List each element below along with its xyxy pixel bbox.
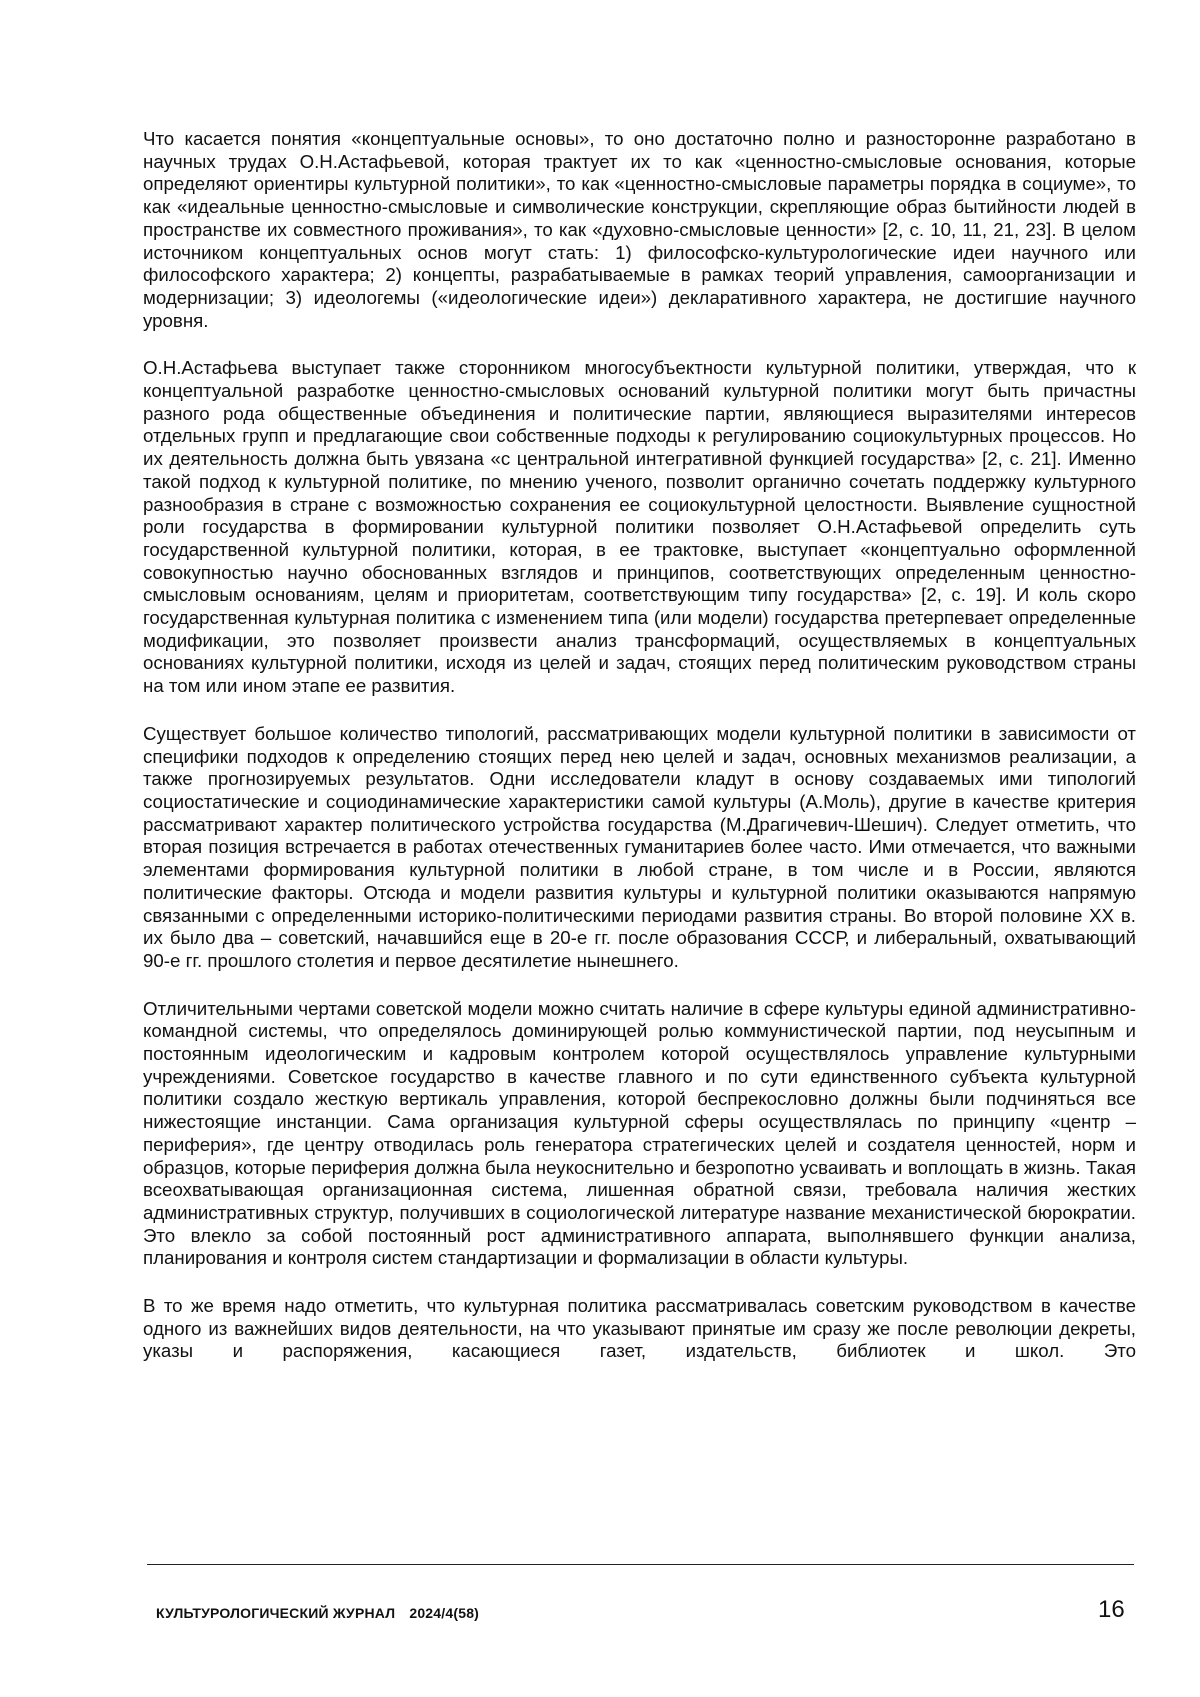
- journal-title: КУЛЬТУРОЛОГИЧЕСКИЙ ЖУРНАЛ: [156, 1605, 396, 1621]
- paragraph-soviet-leadership: В то же время надо отметить, что культурная политика рассматривалась советским руководством в качестве одного из важнейших видов деятельности, на что указывают принятые им сразу же после революции декреты, указы и распоряжения, касающиеся газет, издательств, библиотек и школ. Это: [143, 1295, 1136, 1362]
- paragraph-policy-typologies: Существует большое количество типологий, рассматривающих модели культурной политики в зависимости от специфики подходов к определению стоящих перед нею целей и задач, основных механизмов реализации, а также прогнозируемых результатов. Одни исследователи кладут в основу создаваемых ими типологий социостатические и социодинамические характеристики самой культуры (А.Моль), другие в качестве критерия рассматривают характер политического устройства государства (М.Драгичевич-Шешич). Следует отметить, что вторая позиция встречается в работах отечественных гуманитариев более часто. Ими отмечается, что важными элементами формирования культурной политики в любой стране, в том числе и в России, являются политические факторы. Отсюда и модели развития культуры и культурной политики оказываются напрямую связанными с определенными историко-политическими периодами развития страны. Во второй половине XX в. их было два – советский, начавшийся еще в 20-е гг. после образования СССР, и либеральный, охватывающий 90-е гг. прошлого столетия и первое десятилетие нынешнего.: [143, 722, 1136, 971]
- article-body: [143, 128, 1136, 1388]
- footer-journal-info: [156, 1605, 479, 1621]
- footer-divider: [147, 1564, 1134, 1565]
- paragraph-concept-foundations: Что касается понятия «концептуальные основы», то оно достаточно полно и разносторонне разработано в научных трудах О.Н.Астафьевой, которая трактует их то как «ценностно-смысловые основания, которые определяют ориентиры культурной политики», то как «ценностно-смысловые параметры порядка в социуме», то как «идеальные ценностно-смысловые и символические конструкции, скрепляющие образ бытийности людей в пространстве их совместного проживания», то как «духовно-смысловые ценности» [2, с. 10, 11, 21, 23]. В целом источником концептуальных основ могут стать: 1) философско-культурологические идеи научного или философского характера; 2) концепты, разрабатываемые в рамках теорий управления, самоорганизации и модернизации; 3) идеологемы («идеологические идеи») декларативного характера, не достигшие научного уровня.: [143, 128, 1136, 331]
- paragraph-multi-subject-policy: О.Н.Астафьева выступает также сторонником многосубъектности культурной политики, утверждая, что к концептуальной разработке ценностно-смысловых оснований культурной политики могут быть причастны разного рода общественные объединения и политические партии, являющиеся выразителями интересов отдельных групп и предлагающие свои собственные подходы к регулированию социокультурных процессов. Но их деятельность должна быть увязана «с центральной интегративной функцией государства» [2, с. 21]. Именно такой подход к культурной политике, по мнению ученого, позволит органично сочетать поддержку культурного разнообразия в стране с возможностью сохранения ее социокультурной целостности. Выявление сущностной роли государства в формировании культурной политики позволяет О.Н.Астафьевой определить суть государственной культурной политики, которая, в ее трактовке, выступает «концептуально оформленной совокупностью научно обоснованных взглядов и принципов, соответствующих определенным ценностно-смысловым основаниям, целям и приоритетам, соответствующим типу государства» [2, с. 19]. И коль скоро государственная культурная политика с изменением типа (или модели) государства претерпевает определенные модификации, это позволяет произвести анализ трансформаций, осуществляемых в концептуальных основаниях культурной политики, исходя из целей и задач, стоящих перед политическим руководством страны на том или ином этапе ее развития.: [143, 357, 1136, 697]
- page-number: 16: [1098, 1596, 1125, 1623]
- journal-issue: 2024/4(58): [409, 1605, 480, 1621]
- paragraph-soviet-model: Отличительными чертами советской модели можно считать наличие в сфере культуры единой административно-командной системы, что определялось доминирующей ролью коммунистической партии, под неусыпным и постоянным идеологическим и кадровым контролем которой осуществлялось управление культурными учреждениями. Советское государство в качестве главного и по сути единственного субъекта культурной политики создало жесткую вертикаль управления, которой беспрекословно должны были подчиняться все нижестоящие инстанции. Сама организация культурной сферы осуществлялась по принципу «центр – периферия», где центру отводилась роль генератора стратегических целей и создателя ценностей, норм и образцов, которые периферия должна была неукоснительно и безропотно усваивать и воплощать в жизнь. Такая всеохватывающая организационная система, лишенная обратной связи, требовала наличия жестких административных структур, получивших в социологической литературе название механистической бюрократии. Это влекло за собой постоянный рост административного аппарата, выполнявшего функции анализа, планирования и контроля систем стандартизации и формализации в области культуры.: [143, 997, 1136, 1269]
